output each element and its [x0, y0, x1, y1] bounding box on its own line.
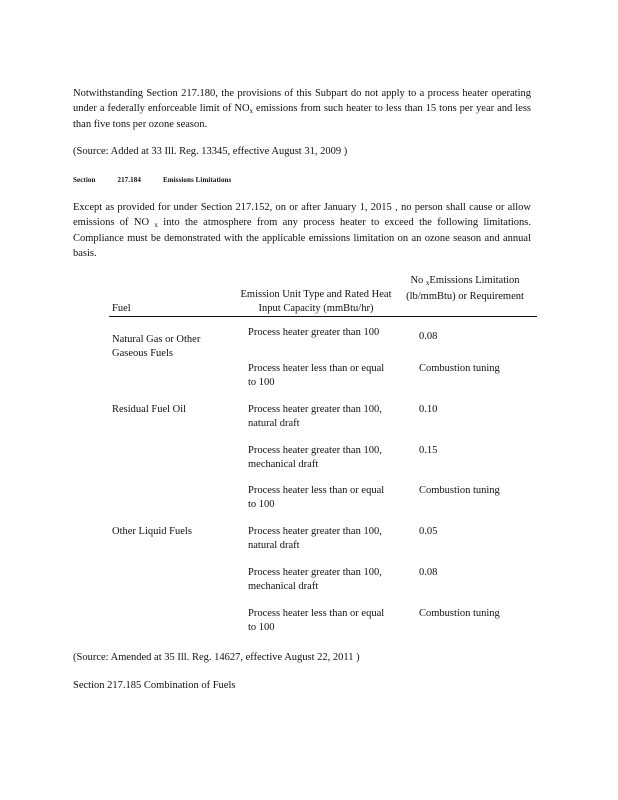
section-title: Emissions Limitations: [162, 176, 232, 184]
cell-limit: 0.08: [419, 331, 438, 342]
cell-fuel: Natural Gas or Other Gaseous Fuels: [112, 334, 201, 359]
cell-limit: 0.05: [419, 526, 438, 537]
header-unit: Emission Unit Type and Rated Heat Input Capacity (mmBtu/hr): [240, 289, 392, 314]
cell-fuel: Residual Fuel Oil: [112, 404, 187, 415]
table-header: [109, 274, 537, 317]
cell-limit: Combustion tuning: [419, 485, 500, 496]
cell-unit: Process heater greater than 100, natural draft: [248, 526, 382, 551]
cell-fuel: Other Liquid Fuels: [112, 526, 192, 537]
cell-unit: Process heater less than or equal to 100: [248, 485, 385, 510]
emissions-limit-table: [109, 274, 537, 633]
source-note-2: (Source: Amended at 35 Ill. Reg. 14627, effective August 22, 2011 ): [73, 652, 360, 663]
cell-unit: Process heater greater than 100, natural draft: [248, 404, 382, 429]
cell-limit: 0.15: [419, 445, 438, 456]
section-number: 217.184: [117, 176, 141, 184]
cell-unit: Process heater less than or equal to 100: [248, 363, 385, 388]
next-section-heading: Section 217.185 Combination of Fuels: [73, 680, 236, 691]
cell-unit: Process heater greater than 100, mechanical draft: [248, 445, 382, 470]
section-label: Section: [73, 176, 96, 184]
header-limit: No $_x$Emissions Limitation (lb/mmBtu) or Requirement: [406, 275, 524, 302]
header-fuel: Fuel: [112, 303, 131, 314]
source-note-1: (Source: Added at 33 Ill. Reg. 13345, effective August 31, 2009 ): [73, 146, 348, 157]
cell-unit: Process heater greater than 100: [248, 327, 380, 338]
limitations-paragraph: Except as provided for under Section 217.152, on or after January 1, 2015 , no person shall cause or allow emissions of NO $_x$ into the atmosphere from any process heater to exceed the following limitations. Compliance must be demonstrated with the applicable emissions limitation on an ozone season and annual basis.: [73, 202, 531, 259]
applicability-paragraph: Notwithstanding Section 217.180, the provisions of this Subpart do not apply to a process heater operating under a federally enforceable limit of $NO_x$ emissions from such heater to less than 15 tons per year and less than five tons per ozone season.: [73, 88, 532, 130]
cell-limit: 0.10: [419, 404, 438, 415]
cell-limit: Combustion tuning: [419, 363, 500, 374]
cell-unit: Process heater less than or equal to 100: [248, 608, 385, 633]
cell-unit: Process heater greater than 100, mechanical draft: [248, 567, 382, 592]
cell-limit: Combustion tuning: [419, 608, 500, 619]
cell-limit: 0.08: [419, 567, 438, 578]
section-heading: [73, 176, 253, 184]
